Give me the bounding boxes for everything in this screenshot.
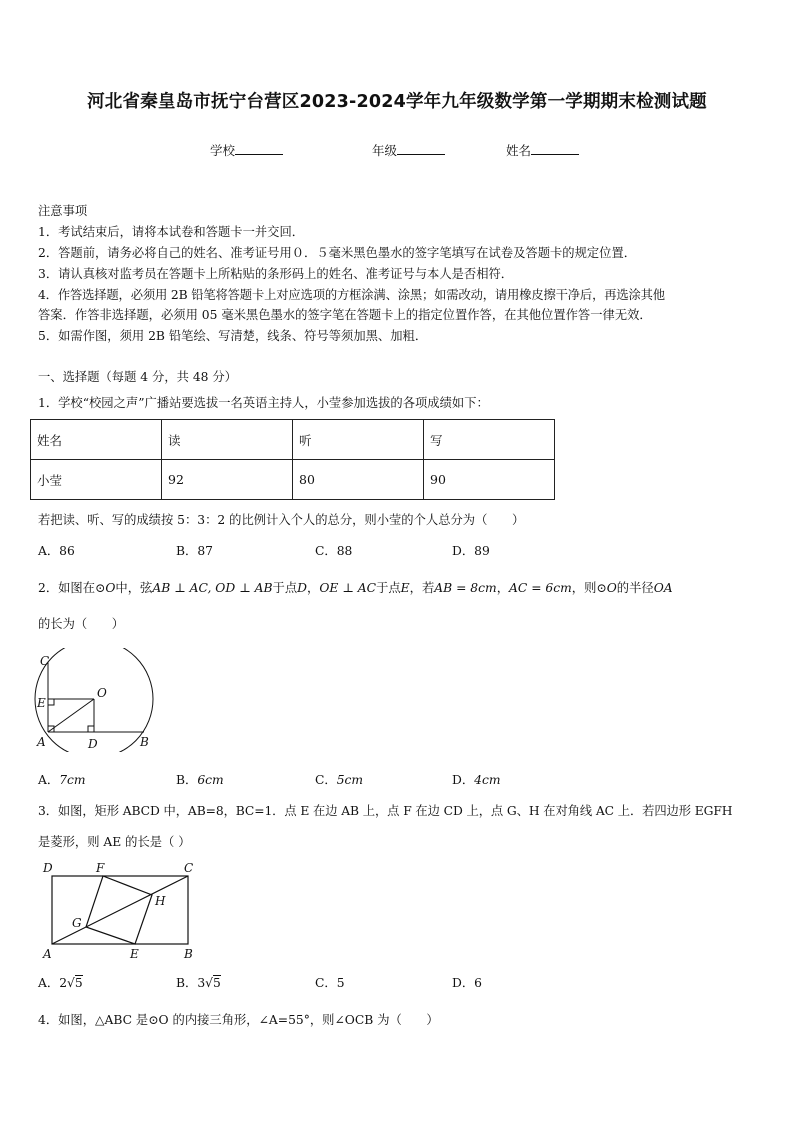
note-item: 5．如需作图，须用 2B 铅笔绘、写清楚，线条、符号等须加黑、加粗． <box>38 329 428 343</box>
table-cell: 听 <box>293 420 424 460</box>
q1-stem: 1．学校“校园之声”广播站要选拔一名英语主持人，小莹参加选拔的各项成绩如下： <box>38 396 489 410</box>
option-letter: B． <box>176 773 198 787</box>
q2-math: AB = 8cm <box>434 581 497 595</box>
q3-option-a <box>38 975 83 991</box>
q2-option-c <box>315 772 363 788</box>
grade-label: 年级 <box>372 143 398 158</box>
q2-text: 2．如图在⊙ <box>38 581 106 595</box>
q2-text: ， <box>307 581 320 595</box>
q2-math: OA <box>653 581 673 595</box>
label-a: A <box>37 735 46 749</box>
school-blank <box>235 142 283 155</box>
table-cell: 姓名 <box>31 420 162 460</box>
q2-stem-line2: 的长为（ ） <box>38 617 125 631</box>
q1-score-table <box>30 419 555 500</box>
q1-option-d: D．89 <box>452 544 490 558</box>
q2-text: 中，弦 <box>115 581 153 595</box>
q2-text: 的半径 <box>616 581 654 595</box>
option-value: 6 <box>474 976 482 990</box>
option-letter: C． <box>315 976 337 990</box>
option-letter: D． <box>452 773 475 787</box>
option-letter: A． <box>38 773 60 787</box>
q3-option-d <box>452 975 482 991</box>
option-letter: C． <box>315 773 337 787</box>
table-cell: 80 <box>293 460 424 500</box>
q1-option-b: B．87 <box>176 544 213 558</box>
table-cell: 读 <box>162 420 293 460</box>
option-value: 4cm <box>474 773 501 787</box>
note-item: 3．请认真核对监考员在答题卡上所粘贴的条形码上的姓名、准考证号与本人是否相符． <box>38 267 514 281</box>
radius-oa <box>48 699 94 732</box>
note-item: 1．考试结束后，请将本试卷和答题卡一并交回． <box>38 225 305 239</box>
q2-text: ，若 <box>409 581 435 595</box>
option-value: 5 <box>336 976 345 990</box>
q2-option-d <box>452 772 501 788</box>
q1-text: 若把读、听、写的成绩按 5：3：2 的比例计入个人的总分，则小莹的个人总分为（ ） <box>38 513 525 527</box>
q2-figure <box>34 648 164 752</box>
page-title: 河北省秦皇岛市抚宁台营区2023-2024学年九年级数学第一学期期末检测试题 <box>87 92 707 112</box>
q2-math: O <box>606 581 617 595</box>
option-radicand: 5 <box>213 976 221 990</box>
table-cell: 92 <box>162 460 293 500</box>
option-radicand: 5 <box>74 976 83 990</box>
option-value: 5cm <box>336 773 364 787</box>
right-angle-d <box>88 726 94 732</box>
q1-option-c: C．88 <box>315 544 353 558</box>
label-c: C <box>184 861 194 875</box>
school-label: 学校 <box>210 143 236 158</box>
q3-stem: 3．如图，矩形 ABCD 中，AB=8，BC=1．点 E 在边 AB 上，点 F 在边 CD 上，点 G、H 在对角线 AC 上．若四边形 EGFH <box>38 804 733 818</box>
q2-option-a <box>38 772 86 788</box>
sqrt-icon: √ <box>205 976 214 990</box>
right-angle-e <box>48 699 54 705</box>
table-cell: 写 <box>424 420 555 460</box>
label-d: D <box>88 737 98 751</box>
option-value: 7cm <box>59 773 86 787</box>
section-heading: 一、选择题（每题 4 分，共 48 分） <box>38 370 237 384</box>
q2-text: 于点 <box>376 581 401 595</box>
option-coef: 2 <box>59 976 68 990</box>
option-letter: B． <box>176 976 198 990</box>
label-c: C <box>40 654 50 668</box>
q2-math: OE ⊥ AC <box>319 581 377 595</box>
notes-heading: 注意事项 <box>38 204 88 218</box>
grade-blank <box>397 142 445 155</box>
q2-math: D <box>297 581 308 595</box>
label-e: E <box>130 947 139 961</box>
q3-figure <box>38 858 208 962</box>
q3-option-b <box>176 975 221 991</box>
note-item: 4．作答选择题，必须用 2B 铅笔将答题卡上对应选项的方框涂满、涂黑；如需改动，请用橡皮擦干净后，再选涂其他 <box>38 288 665 302</box>
option-coef: 3 <box>197 976 206 990</box>
q3-stem-line2: 是菱形，则 AE 的长是（ ） <box>38 835 191 849</box>
school-field <box>210 141 283 159</box>
note-item: 答案．作答非选择题，必须用 05 毫米黑色墨水的签字笔在答题卡上的指定位置作答，在其他位置作答一律无效． <box>38 308 652 322</box>
table-header-row <box>31 420 555 460</box>
label-g: G <box>72 916 82 930</box>
q4-stem: 4．如图，△ABC 是⊙O 的内接三角形，∠A=55°，则∠OCB 为（ ） <box>38 1013 439 1027</box>
option-letter: A． <box>38 976 60 990</box>
label-d: D <box>43 861 53 875</box>
q2-option-b <box>176 772 224 788</box>
grade-field <box>372 141 445 159</box>
name-field <box>506 141 579 159</box>
label-e: E <box>37 696 46 710</box>
name-blank <box>531 142 579 155</box>
label-f: F <box>96 861 105 875</box>
q3-option-c <box>315 975 345 991</box>
table-cell: 小莹 <box>31 460 162 500</box>
name-label: 姓名 <box>506 143 532 158</box>
q2-stem <box>38 580 673 596</box>
q2-math: AB ⊥ AC, OD ⊥ AB <box>152 581 273 595</box>
q2-math: E <box>400 581 410 595</box>
label-b: B <box>184 947 193 961</box>
table-cell: 90 <box>424 460 555 500</box>
table-row <box>31 460 555 500</box>
q2-text: 于点 <box>272 581 298 595</box>
sqrt-icon: √ <box>67 976 75 990</box>
q2-math: O <box>105 581 116 595</box>
label-h: H <box>155 894 166 908</box>
diagonal-ac <box>52 876 188 944</box>
q2-text: ， <box>496 581 509 595</box>
option-value: 6cm <box>197 773 224 787</box>
q2-text: ，则⊙ <box>571 581 607 595</box>
note-item: 2．答题前，请务必将自己的姓名、准考证号用０．５毫米黑色墨水的签字笔填写在试卷及答题卡的规定位置． <box>38 246 637 260</box>
label-b: B <box>140 735 149 749</box>
option-letter: D． <box>452 976 475 990</box>
label-o: O <box>97 686 107 700</box>
q2-math: AC = 6cm <box>509 581 572 595</box>
label-a: A <box>43 947 52 961</box>
q1-option-a: A．86 <box>38 544 75 558</box>
